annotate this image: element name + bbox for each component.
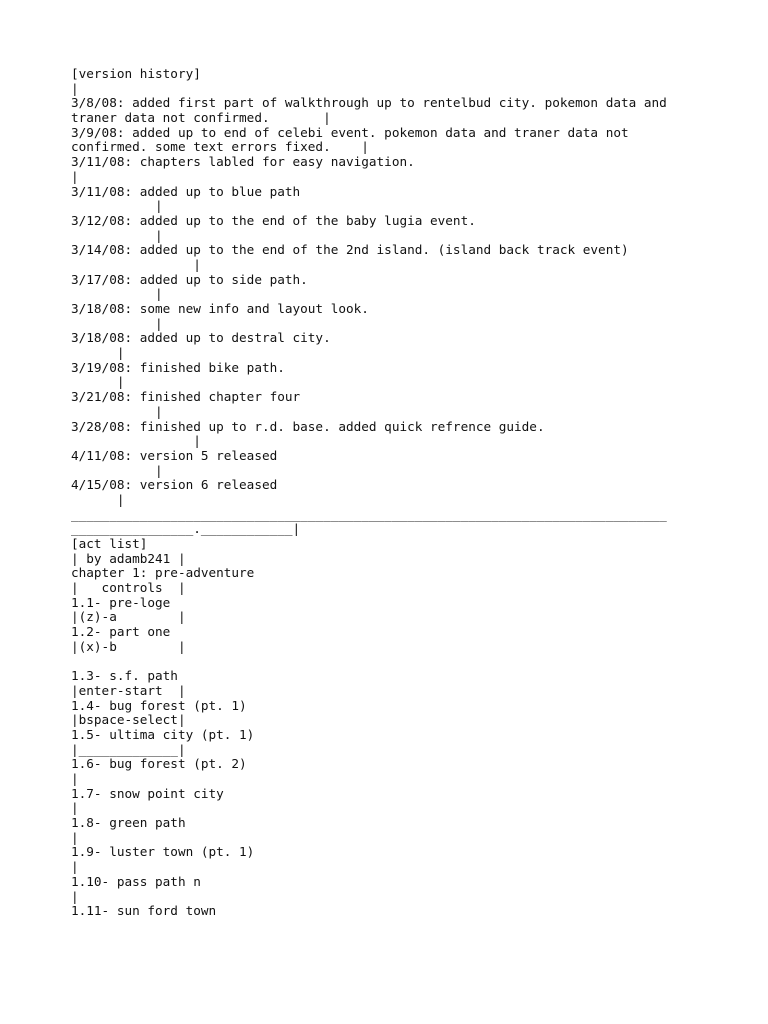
version-entry-line: 3/21/08: finished chapter four (71, 389, 301, 405)
version-entry (71, 243, 761, 272)
intro-bar: | (71, 80, 79, 96)
version-history-heading: [version history] (71, 66, 201, 81)
version-entry-line: | (71, 315, 163, 331)
version-entry-line: | (71, 374, 125, 390)
act-list-line: | (71, 888, 79, 904)
act-list-line: 1.1- pre-loge (71, 594, 171, 610)
version-entry-line: | (71, 227, 163, 243)
version-entry-line: | (71, 256, 201, 272)
version-entry-line: | (71, 198, 163, 214)
act-list-line: |(z)-a | (71, 609, 186, 625)
version-entry-line: 4/15/08: version 6 released (71, 477, 278, 493)
version-entry-line: | (71, 345, 125, 361)
version-entry-line: 3/28/08: finished up to r.d. base. added quick refrence guide. (71, 418, 545, 434)
act-list-line: 1.11- sun ford town (71, 903, 217, 919)
version-entry-line: | (71, 462, 163, 478)
act-list-line: | controls | (71, 580, 186, 596)
version-entry-line: 3/11/08: added up to blue path (71, 183, 301, 199)
act-list-line: | (71, 859, 79, 875)
version-entry-line: traner data not confirmed. | (71, 110, 331, 126)
act-list-line: | by adamb241 | (71, 550, 186, 566)
version-entry-line: | (71, 286, 163, 302)
act-list-line: 1.2- part one (71, 624, 171, 640)
act-list-line: | (71, 829, 79, 845)
version-entry-line: 3/18/08: some new info and layout look. (71, 301, 369, 316)
version-entry-line: confirmed. some text errors fixed. | (71, 139, 369, 155)
divider-line: ________________.____________| (71, 521, 301, 537)
version-entry (71, 331, 761, 360)
version-entry-line: 4/11/08: version 5 released (71, 447, 278, 463)
act-list-line: 1.6- bug forest (pt. 2) (71, 756, 247, 772)
version-entry (71, 449, 761, 478)
version-entry (71, 478, 761, 507)
version-entry (71, 361, 761, 390)
act-list-line: 1.5- ultima city (pt. 1) (71, 726, 255, 742)
act-list-line: chapter 1: pre-adventure (71, 565, 255, 581)
version-entry-line: 3/9/08: added up to end of celebi event. pokemon data and traner data not (71, 124, 629, 140)
version-entry-line: | (71, 403, 163, 419)
version-entry (71, 214, 761, 243)
version-entry (71, 302, 761, 331)
version-entry-line: 3/19/08: finished bike path. (71, 359, 285, 375)
version-entry (71, 126, 761, 155)
act-list-line: |(x)-b | (71, 638, 186, 654)
version-entry (71, 155, 761, 184)
act-list-line: 1.8- green path (71, 815, 186, 831)
version-entry-line: | (71, 491, 125, 507)
version-entry-line: 3/14/08: added up to the end of the 2nd island. (island back track event) (71, 242, 629, 258)
document-page (71, 67, 761, 919)
act-list-line: 1.7- snow point city (71, 785, 224, 801)
act-list-line: |bspace-select| (71, 712, 186, 728)
version-entry-line: 3/17/08: added up to side path. (71, 271, 308, 287)
act-list-line: 1.9- luster town (pt. 1) (71, 844, 255, 860)
act-list-line: 1.3- s.f. path (71, 668, 178, 684)
divider-line: ______________________________________________________________________________ (71, 506, 667, 522)
act-list-line: 1.4- bug forest (pt. 1) (71, 697, 247, 713)
act-list-line: | (71, 771, 79, 786)
act-list-heading: [act list] (71, 536, 148, 551)
version-entry (71, 390, 761, 419)
version-entry-line: 3/12/08: added up to the end of the baby lugia event. (71, 212, 476, 228)
act-list-line: 1.10- pass path n (71, 873, 201, 889)
version-entry-line: 3/18/08: added up to destral city. (71, 330, 331, 346)
version-entry (71, 185, 761, 214)
version-entry-line: 3/11/08: chapters labled for easy navigation. (71, 154, 415, 170)
act-list-line: | (71, 800, 79, 816)
version-entry-line: 3/8/08: added first part of walkthrough up to rentelbud city. pokemon data and (71, 95, 667, 111)
version-entry (71, 420, 761, 449)
version-entry (71, 273, 761, 302)
version-entry (71, 96, 761, 125)
act-list-line: |enter-start | (71, 682, 186, 698)
act-list-line (71, 655, 761, 670)
act-list (71, 537, 761, 919)
version-history-list (71, 96, 761, 507)
version-entry-line: | (71, 433, 201, 449)
act-list-line: |_____________| (71, 741, 186, 757)
version-entry-line: | (71, 168, 79, 184)
